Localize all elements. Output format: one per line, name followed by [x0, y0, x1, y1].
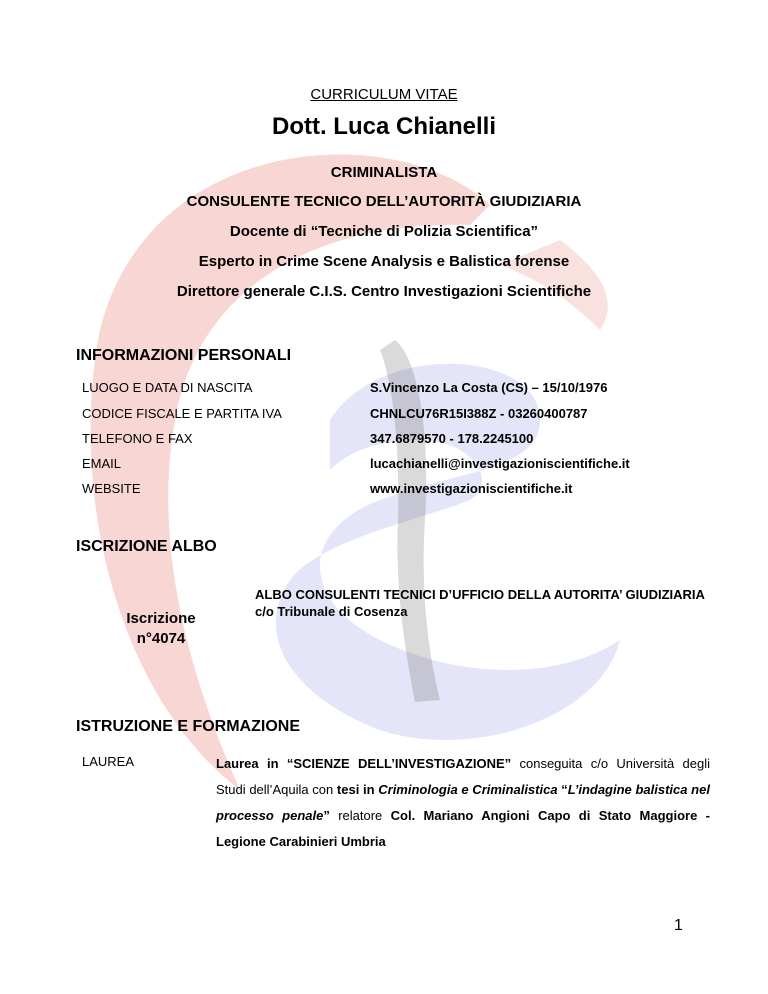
education-text-run: tesi in — [336, 782, 379, 797]
info-value: 347.6879570 - 178.2245100 — [370, 431, 534, 446]
education-description — [216, 751, 710, 855]
credential-esperto: Esperto in Crime Scene Analysis e Balistica forense — [198, 253, 570, 270]
iscrizione-number — [96, 609, 226, 649]
education-text-run: Criminologia e Criminalistica — [378, 782, 558, 797]
credential-docente — [0, 223, 768, 240]
info-value: S.Vincenzo La Costa (CS) – 15/10/1976 — [370, 380, 608, 395]
info-row-email — [82, 456, 722, 480]
credential-consulente: CONSULENTE TECNICO DELL’AUTORITÀ GIUDIZIARIA — [186, 193, 582, 210]
person-name: Dott. Luca Chianelli — [271, 113, 496, 140]
iscrizione-value: n°4074 — [136, 630, 186, 647]
education-text-run: ” — [323, 808, 330, 823]
email-link[interactable]: lucachianelli@investigazioniscientifiche.it — [370, 456, 630, 471]
albo-description: ALBO CONSULENTI TECNICI D’UFFICIO DELLA AUTORITA’ GIUDIZIARIA c/o Tribunale di Cosenza — [255, 587, 705, 619]
credential-docente-text: Docente di “Tecniche di Polizia Scientifica” — [229, 223, 539, 240]
section-title-albo: ISCRIZIONE ALBO — [76, 538, 217, 555]
info-row-website — [82, 481, 722, 505]
education-text-run: L’indagine balistica nel processo penale — [216, 782, 710, 823]
info-row-phone — [82, 431, 722, 455]
education-label: LAUREA — [82, 754, 135, 769]
education-text-run: conseguita c/o Università degli Studi dell’Aquila con — [216, 756, 710, 797]
section-title-education: ISTRUZIONE E FORMAZIONE — [76, 718, 300, 735]
page-number: 1 — [674, 917, 683, 934]
info-label: WEBSITE — [82, 481, 141, 496]
credential-criminalista: CRIMINALISTA — [330, 164, 438, 181]
cv-title: CURRICULUM VITAE — [310, 86, 458, 103]
info-row-tax — [82, 406, 722, 430]
website-link[interactable]: www.investigazioniscientifiche.it — [370, 481, 573, 496]
education-text-run: “ — [557, 782, 568, 797]
education-text-run: Col. Mariano Angioni Capo di Stato Maggiore - Legione Carabinieri Umbria — [216, 808, 710, 849]
info-label: LUOGO E DATA DI NASCITA — [82, 380, 253, 395]
info-label: EMAIL — [82, 456, 122, 471]
info-label: TELEFONO E FAX — [82, 431, 193, 446]
education-text-run: Laurea in “SCIENZE DELL’INVESTIGAZIONE” — [216, 756, 512, 771]
info-value: CHNLCU76R15I388Z - 03260400787 — [370, 406, 588, 421]
info-row-birth — [82, 380, 722, 404]
credential-direttore: Direttore generale C.I.S. Centro Investigazioni Scientifiche — [176, 283, 592, 300]
education-text-run: relatore — [329, 808, 391, 823]
iscrizione-label: Iscrizione — [126, 610, 196, 627]
info-label: CODICE FISCALE E PARTITA IVA — [82, 406, 282, 421]
section-title-personal: INFORMAZIONI PERSONALI — [76, 347, 292, 364]
